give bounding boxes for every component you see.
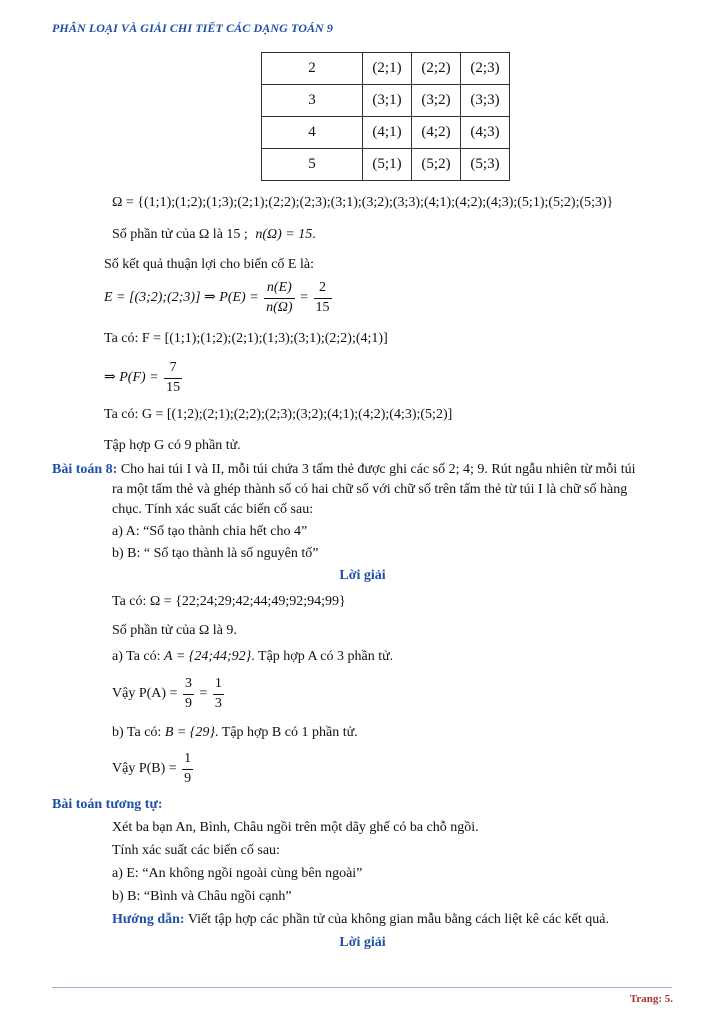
table-row [262, 53, 510, 85]
g-count-line: Tập hợp G có 9 phần tử. [104, 438, 241, 453]
table-cell: (2;1) [363, 53, 412, 85]
page-header-title: PHÂN LOẠI VÀ GIẢI CHI TIẾT CÁC DẠNG TOÁN 9 [52, 21, 334, 35]
pa-fraction2 [213, 676, 224, 713]
table-cell: (4;1) [363, 117, 412, 149]
problem8-omega-count: Số phần tử của Ω là 9. [112, 623, 237, 638]
table-cell: (3;1) [363, 85, 412, 117]
table-cell: (3;2) [412, 85, 461, 117]
pf-fraction [164, 360, 182, 397]
pf-line [104, 360, 184, 397]
similar-line1: Xét ba bạn An, Bình, Châu ngồi trên một dãy ghế có ba chỗ ngồi. [112, 820, 479, 835]
similar-hint-text: Viết tập hợp các phần tử của không gian mẫu bằng cách liệt kê các kết quả. [184, 912, 609, 927]
problem8-b-set-line [112, 725, 358, 742]
pa-den1: 9 [184, 695, 192, 711]
similar-line2: Tính xác suất các biến cố sau: [112, 843, 280, 858]
omega-count-line: Số phần tử của Ω là 15 ; n(Ω) = 15. [112, 227, 316, 242]
problem8-part-a: a) A: “Số tạo thành chia hết cho 4” [112, 524, 308, 539]
similar-hint-line [112, 912, 609, 929]
table-cell: (4;2) [412, 117, 461, 149]
e-value-den: 15 [315, 299, 330, 315]
pa-prefix: Vậy P(A) = [112, 685, 178, 701]
similar-part-b: b) B: “Bình và Châu ngồi cạnh” [112, 889, 292, 904]
e-fraction-value [314, 280, 332, 317]
table-row-header-cell: 5 [262, 149, 363, 181]
e-fraction-n [264, 280, 294, 317]
pa-fraction1 [183, 676, 194, 713]
footer-divider [52, 987, 672, 988]
table-cell: (2;3) [461, 53, 510, 85]
omega-count-formula: n(Ω) = 15 [255, 227, 313, 242]
e-value-num: 2 [314, 280, 332, 299]
similar-problem-label: Bài toán tương tự: [52, 797, 163, 812]
similar-part-a: a) E: “An không ngồi ngoài cùng bên ngoài” [112, 866, 363, 881]
table-cell: (5;1) [363, 149, 412, 181]
page-number: Trang: 5. [629, 993, 673, 1005]
sample-space-table [261, 52, 510, 181]
problem8-solution-title: Lời giải [339, 568, 386, 583]
pb-fraction [182, 751, 193, 788]
pa-num1: 3 [183, 676, 194, 695]
e-num: n(E) [264, 280, 294, 299]
pa-den2: 3 [214, 695, 222, 711]
table-cell: (5;3) [461, 149, 510, 181]
g-set-line: Ta có: G = [(1;2);(2;1);(2;2);(2;3);(3;2);(4;1);(4;2);(4;3);(5;2)] [104, 407, 453, 422]
problem8-omega: Ta có: Ω = {22;24;29;42;44;49;92;94;99} [112, 594, 346, 609]
pf-den: 15 [166, 379, 181, 395]
b-set-prefix: b) Ta có: [112, 725, 162, 740]
a-set-suffix: . Tập hợp A có 3 phần tử. [251, 649, 394, 664]
table-row [262, 149, 510, 181]
pf-prefix: ⇒ P(F) = [104, 369, 159, 385]
problem8-part-b: b) B: “ Số tạo thành là số nguyên tố” [112, 546, 319, 561]
problem8-line2: ra một tấm thẻ và ghép thành số có hai chữ số với chữ số trên tấm thẻ từ túi I là chữ số hàng [112, 482, 628, 497]
table-row-header-cell: 3 [262, 85, 363, 117]
problem8-label: Bài toán 8: [52, 462, 118, 477]
similar-solution-title: Lời giải [339, 935, 386, 950]
omega-count-text: Số phần tử của Ω là 15 ; [112, 227, 248, 242]
e-set: E = [(3;2);(2;3)] ⇒ P(E) = [104, 289, 259, 305]
pa-num2: 1 [213, 676, 224, 695]
problem8-line1 [52, 462, 635, 479]
e-den: n(Ω) [266, 299, 293, 315]
table-row [262, 117, 510, 149]
table-cell: (5;2) [412, 149, 461, 181]
table-row [262, 85, 510, 117]
pb-prefix: Vậy P(B) = [112, 760, 177, 776]
a-set: A = {24;44;92} [164, 649, 252, 664]
b-set: B = {29} [164, 725, 216, 740]
b-set-suffix: . Tập hợp B có 1 phần tử. [215, 725, 358, 740]
e-probability-line [104, 280, 334, 317]
favorable-text: Số kết quả thuận lợi cho biến cố E là: [104, 257, 314, 272]
table-cell: (4;3) [461, 117, 510, 149]
pb-num: 1 [182, 751, 193, 770]
f-set-line: Ta có: F = [(1;1);(1;2);(2;1);(1;3);(3;1);(2;2);(4;1)] [104, 331, 388, 346]
omega-set-line: Ω = {(1;1);(1;2);(1;3);(2;1);(2;2);(2;3);(3;1);(3;2);(3;3);(4;1);(4;2);(4;3);(5;1);(5;2);(5;3)} [112, 195, 614, 210]
problem8-text1: Cho hai túi I và II, mỗi túi chứa 3 tấm thẻ được ghi các số 2; 4; 9. Rút ngẫu nhiên từ mỗi túi [120, 462, 636, 477]
table-row-header-cell: 2 [262, 53, 363, 85]
table-cell: (2;2) [412, 53, 461, 85]
e-eq: = [300, 289, 308, 305]
similar-hint-label: Hướng dẫn: [112, 912, 185, 927]
pb-den: 9 [184, 770, 192, 786]
table-cell: (3;3) [461, 85, 510, 117]
problem8-a-set-line [112, 649, 393, 666]
pa-line [112, 676, 226, 713]
problem8-line3: chục. Tính xác suất các biến cố sau: [112, 502, 314, 517]
pf-num: 7 [164, 360, 182, 379]
pb-line [112, 751, 195, 788]
a-set-prefix: a) Ta có: [112, 649, 161, 664]
table-row-header-cell: 4 [262, 117, 363, 149]
pa-eq: = [199, 685, 208, 701]
